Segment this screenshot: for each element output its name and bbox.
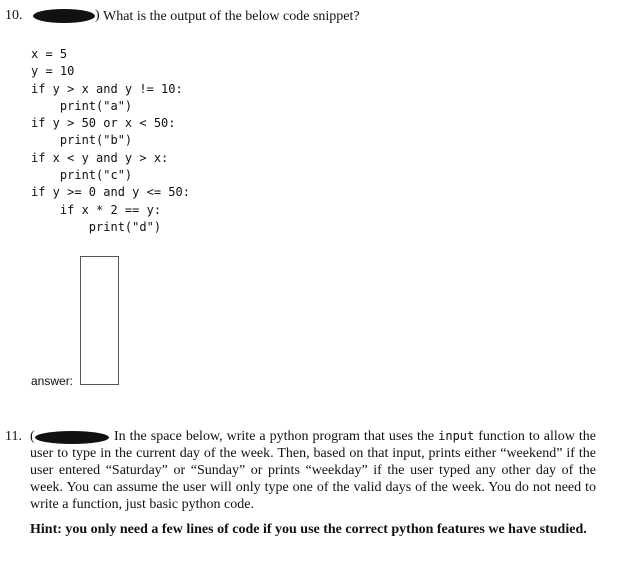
code-snippet <box>31 46 190 236</box>
input-function-keyword: input <box>438 429 475 443</box>
code-line: x = 5 <box>31 47 68 61</box>
code-line: if y > 50 or x < 50: <box>31 116 176 131</box>
question-11-prompt <box>30 428 596 513</box>
question-10-close-paren: ) <box>95 8 100 23</box>
code-line: print("b") <box>31 133 133 148</box>
question-11-open-paren: ( <box>30 429 35 444</box>
code-line: if x * 2 == y: <box>31 202 162 217</box>
code-line: print("a") <box>31 98 133 113</box>
question-10-prompt: What is the output of the below code snippet? <box>103 9 360 24</box>
question-11-text-start: In the space below, write a python program that uses the <box>114 429 439 444</box>
code-line: print("c") <box>31 168 133 183</box>
question-10-number: 10. <box>5 8 23 23</box>
code-line: if y >= 0 and y <= 50: <box>31 185 190 200</box>
code-line: if x < y and y > x: <box>31 150 169 165</box>
code-line: if y > x and y != 10: <box>31 81 183 96</box>
code-line: y = 10 <box>31 64 75 79</box>
question-11-text-rest: function to allow the user to type in the current day of the week. Then, based on that input, prints either “weekend” if the user entered “Saturday” or “Sunday” or prints “weekday” if the user typed any other day of the week. You can assume the user will only type one of the valid days of the week. You do not need to write a function, just basic python code. <box>30 429 596 512</box>
answer-label: answer: <box>31 374 74 388</box>
redacted-points-mark <box>33 9 95 23</box>
question-11-hint: Hint: you only need a few lines of code if you use the correct python features we have studied. <box>30 522 587 537</box>
question-11-number: 11. <box>5 429 22 444</box>
code-line: print("d") <box>31 219 162 234</box>
answer-input-box[interactable] <box>80 256 119 385</box>
